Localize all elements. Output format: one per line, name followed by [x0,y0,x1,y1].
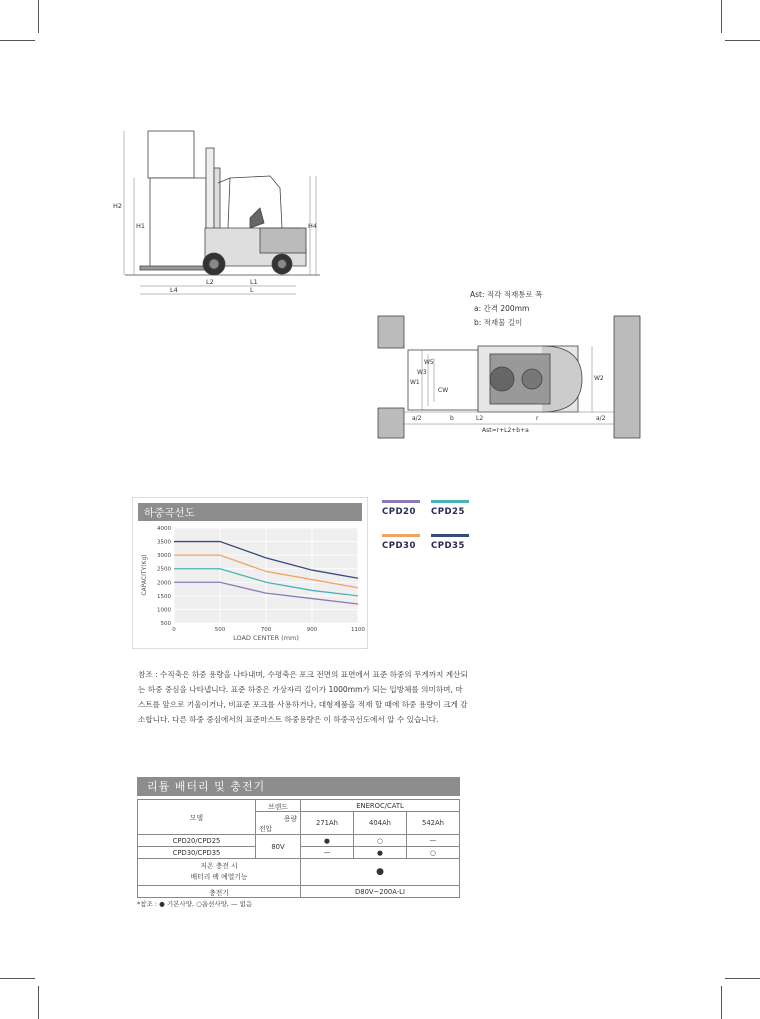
forklift-side-view-diagram [110,128,330,300]
legend-label-cpd20: CPD20 [382,507,416,517]
dim-label-a-half: a/2 [412,415,422,422]
legend-swatch-cpd30 [382,534,420,537]
header-capacity: 용량 [283,815,297,823]
chart-y-tick-label: 2500 [157,566,171,573]
chart-x-tick-label: 0 [172,627,176,633]
mark-cell: — [301,847,354,859]
capacity-271: 271Ah [301,812,354,835]
dim-label-l: L [250,286,254,294]
mark-cell: ● [301,835,354,847]
legend-swatch-cpd25 [431,500,469,503]
dim-label-cw: CW [438,387,449,394]
dim-label-h1: H1 [136,222,146,230]
dim-label-w3: W3 [417,369,427,376]
chart-y-tick-label: 3000 [157,553,171,560]
dim-label-a-half-2: a/2 [596,415,606,422]
crop-mark [38,0,39,33]
legend-swatch-cpd35 [431,534,469,537]
legend-swatch-cpd20 [382,500,420,503]
header-brand-value: ENEROC/CATL [301,800,460,812]
capacity-404: 404Ah [354,812,407,835]
feature-line-1: 저온 충전 시 [200,862,238,870]
capacity-542: 542Ah [407,812,460,835]
chart-y-tick-label: 1500 [157,593,171,600]
legend-item-cpd20 [382,500,420,517]
charger-value: D80V~200A-LI [301,886,460,898]
chart-y-axis-label: CAPACITY(Kg) [141,554,148,596]
mark-cell: ● [354,847,407,859]
chart-note-paragraph: 참조 : 수직축은 하중 용량을 나타내며, 수평축은 포크 전면의 표면에서 표준 하중의 무게까지 계산되는 하중 중심을 나타냅니다. 표준 하중은 가상자리 길이가 1000mm가 되는 입방체를 의미하며, 마스트를 앞으로 기울이거나, 비표준 포크를 사용하거나, 대형제품을 적재 할 때에 하중 용량이 크게 감소합니다. 다른 하중 중심에서의 표준마스트 하중용량은 이 하중곡선도에서 알 수 있습니다. [138,670,468,724]
aisle-caption-b: b: 적재물 길이 [474,318,523,327]
battery-section-title: 리튬 배터리 및 충전기 [137,777,460,796]
feature-line-2: 배터리 팩 예열기능 [190,873,248,881]
load-chart [132,497,368,649]
legend-item-cpd30 [382,534,420,551]
header-voltage: 전압 [259,825,273,833]
legend-item-cpd25 [431,500,469,517]
legend-label-cpd30: CPD30 [382,541,416,551]
battery-footnote: *참조 : ● 기본사양, ○옵션사양, — 없음 [137,900,253,908]
dim-label-w5: W5 [424,359,434,366]
header-model: 모델 [138,800,256,835]
dim-label-l2-top: L2 [476,415,484,422]
voltage-value: 80V [256,835,301,859]
crop-mark [0,40,35,41]
legend-label-cpd25: CPD25 [431,507,465,517]
chart-x-tick-label: 900 [306,627,318,633]
dim-label-r: r [536,415,539,422]
dim-label-h4: H4 [308,222,318,230]
battery-table [137,799,460,898]
legend-item-cpd35 [431,534,469,551]
chart-x-axis-label: LOAD CENTER (mm) [233,634,299,642]
chart-y-tick-label: 3500 [157,539,171,546]
dim-label-h2: H2 [113,202,123,210]
header-brand: 브랜드 [256,800,301,812]
chart-x-tick-label: 500 [214,627,226,633]
feature-mark: ● [301,859,460,886]
mark-cell: ○ [407,847,460,859]
chart-y-tick-label: 500 [160,621,171,627]
crop-mark [0,978,35,979]
crop-mark [725,40,760,41]
dim-label-l4: L4 [170,286,178,294]
dim-label-l1: L1 [250,278,258,286]
dim-label-l2: L2 [206,278,214,286]
chart-x-tick-label: 700 [260,627,272,633]
dim-label-ast-formula: Ast=r+L2+b+a [482,427,529,434]
legend-label-cpd35: CPD35 [431,541,465,551]
aisle-caption-ast: Ast: 직각 적재통로 폭 [470,290,543,299]
mark-cell: ○ [354,835,407,847]
feature-label [138,859,301,886]
chart-y-tick-label: 4000 [157,526,171,532]
crop-mark [38,986,39,1019]
dim-label-w2: W2 [594,375,604,382]
dim-label-b: b [450,415,454,422]
chart-title: 하중곡선도 [144,507,195,519]
crop-mark [725,978,760,979]
aisle-caption-a: a: 간격 200mm [474,304,530,313]
row-model-cpd30: CPD30/CPD35 [138,847,256,859]
charger-label: 충전기 [138,886,301,898]
chart-y-tick-label: 1000 [157,607,171,614]
crop-mark [721,986,722,1019]
row-model-cpd20: CPD20/CPD25 [138,835,256,847]
chart-y-tick-label: 2000 [157,580,171,587]
mark-cell: — [407,835,460,847]
forklift-top-view-diagram [372,314,644,442]
header-capacity-voltage [256,812,301,835]
dim-label-w1: W1 [410,379,420,386]
chart-x-tick-label: 1100 [351,627,365,633]
crop-mark [721,0,722,33]
